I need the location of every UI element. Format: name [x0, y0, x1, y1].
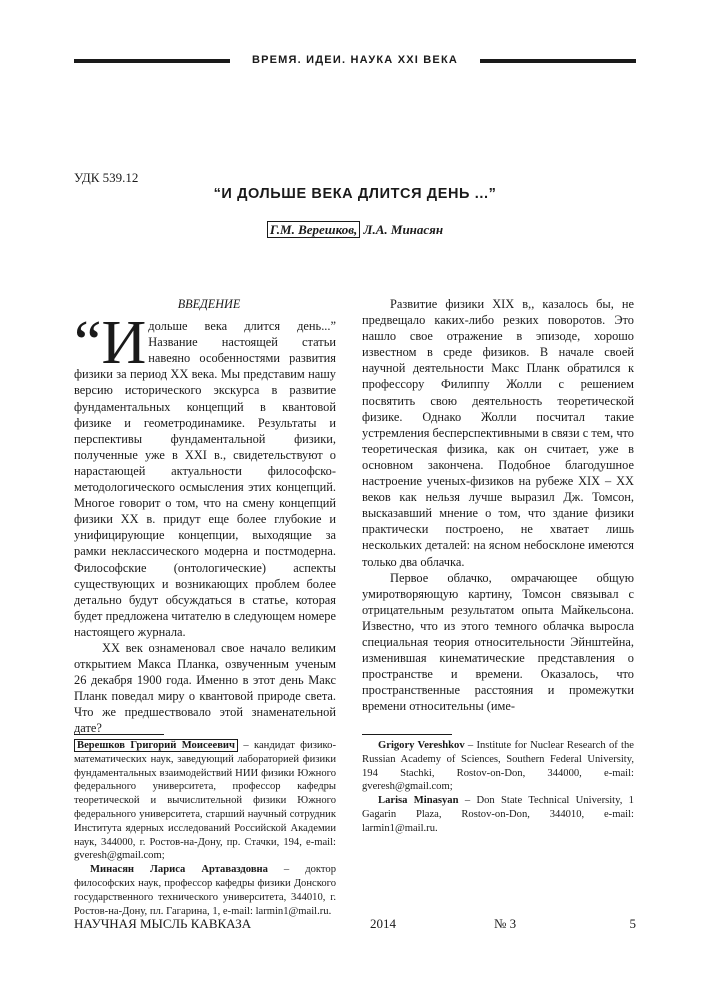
- footnotes-russian: [74, 734, 336, 918]
- paragraph: XX век ознаменовал свое начало великим открытием Макса Планка, озвученным ученым 26 декабря 1900 года. Именно в этот день Макс Планк поведал миру о квантовой природе света. Что же предшествовало этой знаменательной дате?: [74, 640, 336, 736]
- header-rule-left: [74, 59, 230, 63]
- footnote-item: [362, 794, 634, 835]
- paragraph: Первое облачко, омрачающее общую умиротворяющую картину, Томсон связывал с отрицательным результатом опыта Майкельсона. Известно, что из этого темного облачка выросла специальная теория относительности Эйнштейна, изменившая кинематические представления о пространстве и времени. Оказалось, что пространственные расстояния и промежутки времени относительны (име-: [362, 570, 634, 714]
- footer-year: 2014: [370, 916, 396, 931]
- author-second: Л.А. Минасян: [360, 222, 444, 237]
- header-rule-right: [480, 59, 636, 63]
- authors-line: [0, 222, 710, 238]
- footnote-author-name: Верешков Григорий Моисеевич: [74, 739, 238, 752]
- running-header: [74, 56, 636, 70]
- right-column: [362, 296, 634, 714]
- section-heading: ВВЕДЕНИЕ: [177, 297, 241, 311]
- left-column: [74, 296, 336, 737]
- intro-paragraph-wrap: [74, 309, 336, 640]
- footnote-rule: [74, 734, 164, 735]
- footnote-author-name: Grigory Vereshkov: [378, 740, 465, 751]
- footnote-author-info: – Don State Technical University, 1 Gagarin Plaza, Rostov-on-Don, 344010, e-mail: larmin1@mail.ru.: [362, 795, 634, 834]
- footnote-author-info: – Institute for Nuclear Research of the Russian Academy of Sciences, Southern Federal University, 194 Stachki, Rostov-on-Don, 344000, e-mail: gveresh@gmail.com;: [362, 740, 634, 793]
- footnote-author-name: Larisa Minasyan: [378, 795, 459, 807]
- footer-issue: № 3: [494, 916, 517, 931]
- footer-page-number: 5: [629, 916, 636, 931]
- footnote-item: [74, 863, 336, 918]
- article-title: “И ДОЛЬШЕ ВЕКА ДЛИТСЯ ДЕНЬ ...”: [213, 186, 497, 202]
- footnote-item: [74, 739, 336, 863]
- footnotes-english: [362, 734, 634, 836]
- footnote-rule: [362, 734, 452, 735]
- drop-cap: “И: [74, 309, 147, 378]
- page-footer: [74, 916, 636, 936]
- footer-journal-name: НАУЧНАЯ МЫСЛЬ КАВКАЗА: [74, 916, 252, 931]
- intro-paragraph: дольше века длится день...” Название настоящей статьи навеяно особенностями развития физики за период XX века. Мы представим нашу версию исторического экскурса в развитие фундаментальных концепций в квантовой физике и геометродинамике. Результаты и перспективы фундаментальной физики, полученные уже в XXI в., свидетельствуют о нарастающей актуальности философско-методологического осмысления этих концепций. Многое говорит о том, что на смену концепций физики XX в. придут еще более глубокие и унифицирующие концепции, выходящие за рамки неклассического модерна и постмодерна. Философские (онтологические) аспекты существующих и возникающих проблем более детально будут обсуждаться в статье, которая будет предложена читателю в следующем номере настоящего журнала.: [74, 319, 336, 639]
- footnote-author-info: – доктор философских наук, профессор кафедры физики Донского государственного технического университета, 344010, г. Ростов-на-Дону, пл. Гагарина, 1, e-mail: larmin1@mail.ru.: [74, 864, 336, 917]
- footnote-item: [362, 739, 634, 794]
- footnote-author-name: Минасян Лариса Артаваздовна: [90, 864, 268, 876]
- running-title: ВРЕМЯ. ИДЕИ. НАУКА XXI ВЕКА: [251, 54, 459, 66]
- udk-code: УДК 539.12: [74, 170, 139, 185]
- author-first: Г.М. Верешков,: [267, 221, 360, 238]
- footnote-author-info: – кандидат физико-математических наук, заведующий лабораторией физики фундаментальных взаимодействий НИИ физики Южного федерального университета, профессор кафедры теоретической и вычислительной физики Южного федерального университета, старший научный сотрудник Института ядерных исследований Российской Академии наук, 344000, г. Ростов-на-Дону, пр. Стачки, 194, e-mail: gveresh@gmail.com;: [74, 740, 336, 862]
- paragraph: Развитие физики XIX в,, казалось бы, не предвещало каких-либо резких поворотов. Это нашло свое отражение в эпизоде, хорошо известном в среде физиков. В начале своей научной деятельности Макс Планк обратился к профессору Филиппу Жолли с решением посвятить свою деятельность теоретической физике. Однако Жолли посчитал такие устремления бесперспективными в связи с тем, что теоретическая физика, как он считает, уже в основном закончена. Подобное благодушное настроение ученых-физиков на рубеже XIX – XX веков как нельзя лучше выразил Дж. Томсон, высказавший мнение о том, что здание физики практически построено, не хватает лишь нескольких деталей: на ясном небосклоне имеются только два облачка.: [362, 297, 634, 569]
